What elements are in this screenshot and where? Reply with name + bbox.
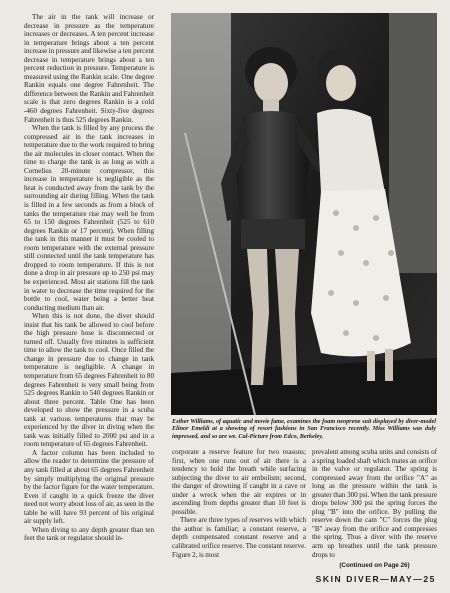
photo-caption: Esther Williams, of aquatic and movie fame, examines the foam neoprene suit displayed by diver-model Elinor Emeldi at a showing of resort fashions in San Francisco recently. Miss Williams was duly impressed, and so are we. Cal-Picture from Edco, Berkeley.	[172, 418, 436, 440]
paragraph: When diving to any depth greater than ten feet the tank or regulator should in-	[24, 525, 154, 543]
right-text-column	[312, 448, 437, 559]
paragraph: prevalent among scuba units and consists of a spring loaded shaft which mates an orifice in the valve or regulator. The spring is compressed away from the orifice "A" as long as the pressure within the tank is greater than 300 psi. When the tank pressure drops below 300 psi the spring forces the plug "B" into the orifice. By pulling the reserve down the cam "C" forces the plug "B" away from the orifice and compresses the spring. Thus a diver with the reserve arm up breathes until the tank pressure drops to	[312, 448, 437, 559]
paragraph: When this is not done, the diver should insist that his tank be allowed to cool before the high pressure hose is disconnected or turned off. Usually five minutes is sufficient time to allow the tank to cool. Once filled the change in pressure due to change in tank temperature is negligible. A change in temperature from 65 degrees Fahrenheit to 80 degrees Fahrenheit is very small being from 525 degrees Rankin to 540 degrees Rankin or about three percent. Table One has been developed to show the pressure in a scuba tank at various temperatures that may be experienced by the diver in diving when the tank was initially filled to 2000 psi and in a room temperature of 65 degrees Fahrenheit.	[24, 312, 154, 449]
paragraph: The air in the tank will increase or decrease in pressure as the temperature increases or decreases. A ten percent increase in temperature brings about a ten percent increase in pressure and likewise a ten percent decrease in temperature brings about a ten percent reduction in pressure. Temperature is measured using the Rankin scale. One degree Rankin equals one degree Fahrenheit. The difference between the Rankin and Fahrenheit scale is that zero degrees Rankin is a cold -460 degrees Fahrenheit. Sixty-five degrees Fahrenheit is thus 525 degrees Rankin.	[24, 13, 154, 124]
middle-text-column	[172, 448, 306, 559]
continued-note: (Continued on Page 26)	[339, 562, 410, 569]
paragraph: When the tank is filled by any process the compressed air in the tank increases in temperature due to the work required to bring the air molecules in closer contact. When the time to charge the tank is as long as with a Cornelius 20-minute compressor, this increase in temperature is negligible as the heat is conducted away from the tank by the surrounding air during filling. When the tank is filled in a few seconds as from a block of tanks the temperature rise may well be from 65 to 150 degrees Fahrenheit (525 to 610 degrees Rankin or 17 percent). When filling the tank in this manner it must be cooled to room temperature with the external pressure still connected until the tank temperature has dropped to room temperature. If this is not done a drop in air pressure up to 250 psi may be experienced. Most air stations fill the tank in water to decrease the time required for the bottle to cool, water being a better heat conducting medium than air.	[24, 124, 154, 312]
paragraph: A factor column has been included to allow the reader to determine the pressure of any tank filled at about 65 degrees Fahrenheit by simply multiplying the original pressure by the factor figure for the water temperature. Even if caught in a quick freeze the diver need not worry about loss of air, as seen in the table he will have 93 percent of his original air supply left.	[24, 448, 154, 526]
page-footer: SKIN DIVER—MAY—25	[315, 574, 436, 584]
photo-illustration	[171, 13, 437, 415]
wetsuit-photo	[171, 13, 437, 415]
paragraph: There are three types of reserves with which the author is familiar; a constant reserve, a depth compensated constant reserve and a calibrated orifice reserve. The constant reserve. Figure 2, is most	[172, 516, 306, 559]
left-text-column	[24, 13, 154, 543]
paragraph: corporate a reserve feature for two reasons; first, when one runs out of air there is a tendency to hold the breath while surfacing subjecting the diver to air embolism; second, the danger of drowning if caught in a cave or under a wreck when the air expires or in ascending from depths greater than 10 feet is possible.	[172, 448, 306, 516]
